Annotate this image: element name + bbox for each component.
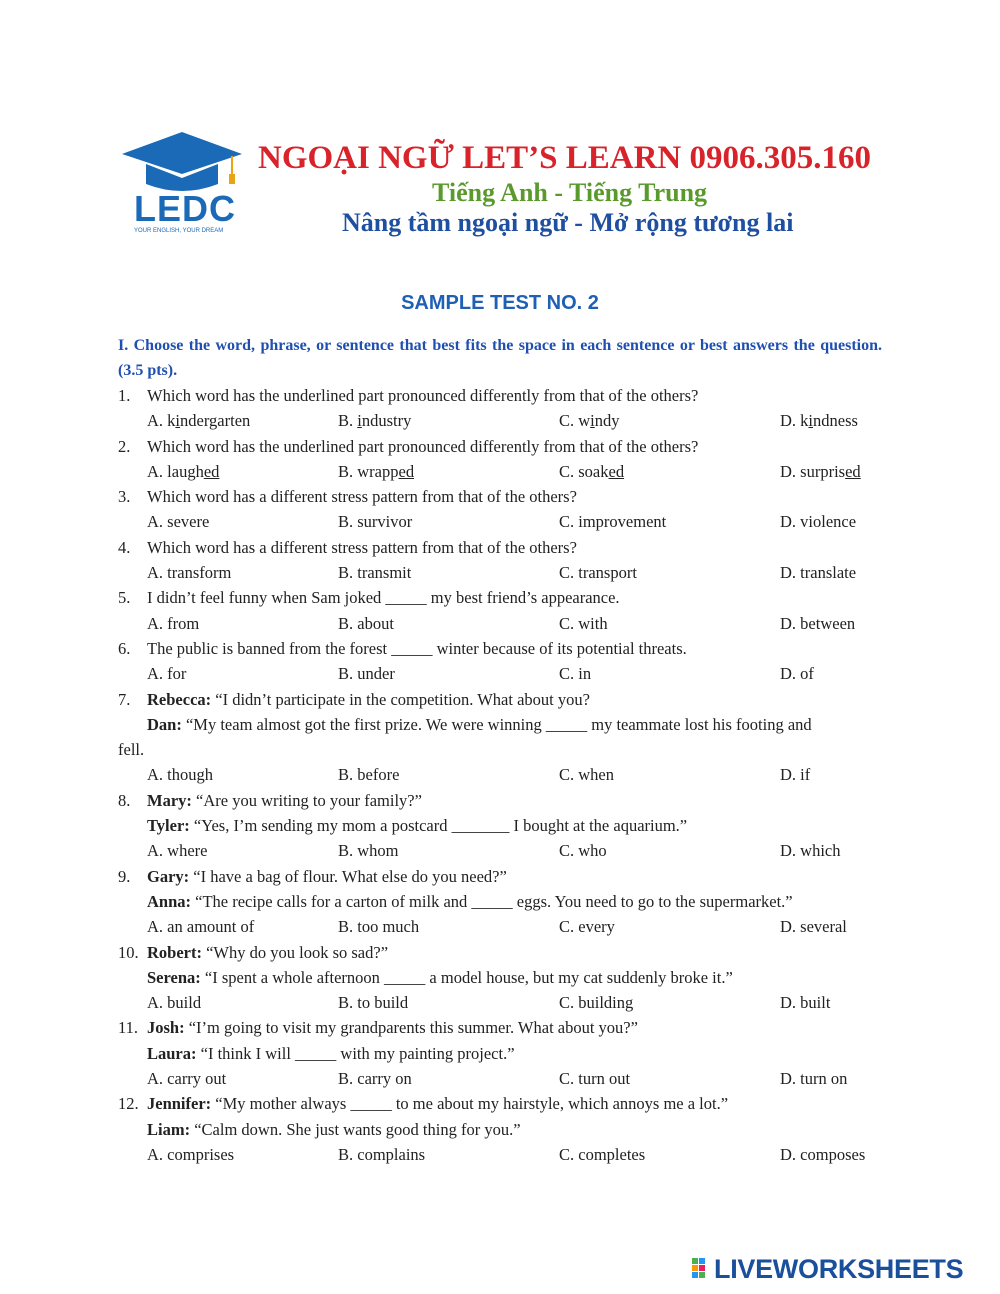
options-row (118, 661, 882, 686)
answer-option[interactable]: C. building (559, 993, 634, 1013)
answer-option[interactable]: B. wrapped (338, 461, 415, 481)
section-instruction: I. Choose the word, phrase, or sentence that best fits the space in each sentence or best answers the question. (3.5 pts). (118, 337, 882, 379)
underlined-part: i (357, 411, 362, 431)
answer-option[interactable]: D. which (780, 841, 841, 861)
options-row (118, 838, 882, 863)
speaker-name: Tyler: (147, 816, 190, 836)
answer-option[interactable]: B. survivor (338, 512, 413, 532)
question-number: 12. (118, 1094, 139, 1114)
answer-option[interactable]: A. though (147, 765, 213, 785)
answer-option[interactable]: B. about (338, 613, 394, 633)
underlined-part: ed (608, 461, 625, 481)
question-list (118, 383, 882, 1167)
answer-option[interactable]: A. comprises (147, 1144, 235, 1164)
options-row (118, 1066, 882, 1091)
answer-option[interactable]: D. between (780, 613, 856, 633)
question-number: 8. (118, 790, 131, 810)
options-row (118, 990, 882, 1015)
question-number: 1. (118, 386, 131, 405)
answer-option[interactable]: A. kindergarten (147, 411, 251, 431)
answer-option[interactable]: B. to build (338, 993, 409, 1013)
answer-option[interactable]: C. every (559, 917, 615, 937)
question-5 (118, 585, 882, 610)
speaker-name: Gary: (147, 866, 190, 886)
brand-slogan: Nâng tầm ngoại ngữ - Mở rộng tương lai (342, 208, 794, 237)
speaker-name: Mary: (147, 790, 192, 810)
answer-option[interactable]: B. too much (338, 917, 420, 937)
answer-option[interactable]: A. where (147, 841, 208, 861)
answer-option[interactable]: C. who (559, 841, 607, 861)
answer-option[interactable]: D. kindness (780, 411, 858, 431)
question-dialogue-line (147, 1041, 515, 1066)
answer-option[interactable]: D. composes (780, 1144, 866, 1164)
dialogue-text: “My mother always _____ to me about my hairstyle, which annoys me a lot.” (211, 1094, 729, 1114)
question-number: 4. (118, 537, 131, 557)
question-11 (118, 1015, 882, 1040)
answer-option[interactable]: C. when (559, 765, 614, 785)
dialogue-text: “Yes, I’m sending my mom a postcard _______ I bought at the aquarium.” (189, 816, 688, 836)
speaker-name: Serena: (147, 967, 201, 987)
question-dialogue-line (147, 687, 590, 712)
speaker-name: Laura: (147, 1043, 197, 1063)
question-dialogue-reply (118, 813, 882, 838)
options-row (118, 459, 882, 484)
question-dialogue-line (147, 1091, 728, 1116)
answer-option[interactable]: D. several (780, 917, 847, 937)
answer-option[interactable]: D. built (780, 993, 831, 1013)
speaker-name: Josh: (147, 1018, 185, 1038)
options-row (118, 914, 882, 939)
options-row (118, 1142, 882, 1167)
dialogue-text: “I think I will _____ with my painting project.” (196, 1043, 515, 1063)
answer-option[interactable]: A. laughed (147, 461, 220, 481)
underlined-part: ed (845, 461, 861, 481)
question-number: 3. (118, 487, 131, 507)
answer-option[interactable]: A. carry out (147, 1069, 227, 1089)
question-number: 6. (118, 638, 131, 658)
question-dialogue-reply (118, 712, 882, 737)
underlined-part: ed (398, 461, 415, 481)
underlined-part: ed (203, 461, 220, 481)
question-number: 5. (118, 588, 131, 608)
question-text: The public is banned from the forest _____ winter because of its potential threats. (147, 638, 687, 658)
answer-option[interactable]: A. build (147, 993, 202, 1013)
answer-option[interactable]: C. transport (559, 563, 637, 583)
options-row (118, 509, 882, 534)
header (120, 128, 900, 248)
answer-option[interactable]: C. completes (559, 1144, 646, 1164)
dialogue-text: “My team almost got the first prize. We were winning _____ my teammate lost his footing and (181, 714, 812, 734)
question-dialogue-line (147, 712, 812, 737)
answer-option[interactable]: D. surprised (780, 461, 861, 481)
dialogue-text: “The recipe calls for a carton of milk and _____ eggs. You need to go to the supermarket.” (191, 891, 793, 911)
answer-option[interactable]: D. violence (780, 512, 857, 532)
speaker-name: Robert: (147, 942, 202, 962)
answer-option[interactable]: A. for (147, 664, 187, 684)
answer-option[interactable]: D. if (780, 765, 811, 785)
options-row (118, 408, 882, 433)
question-text: Which word has the underlined part pronounced differently from that of the others? (147, 436, 699, 456)
question-1 (118, 383, 882, 408)
question-7 (118, 687, 882, 712)
question-number: 10. (118, 942, 139, 962)
answer-option[interactable]: B. complains (338, 1144, 426, 1164)
liveworksheets-logo-icon (692, 1258, 714, 1282)
speaker-name: Anna: (147, 891, 192, 911)
question-dialogue-reply (118, 1041, 882, 1066)
answer-option[interactable]: C. improvement (559, 512, 667, 532)
question-text: I didn’t feel funny when Sam joked _____ my best friend’s appearance. (147, 588, 620, 608)
question-dialogue-line (147, 940, 388, 965)
dialogue-text: fell. (118, 740, 145, 760)
question-dialogue-line (147, 864, 507, 889)
question-9 (118, 864, 882, 889)
question-number: 11. (118, 1018, 139, 1038)
dialogue-text: “I spent a whole afternoon _____ a model house, but my cat suddenly broke it.” (200, 967, 733, 987)
answer-option[interactable]: A. an amount of (147, 917, 255, 937)
answer-option[interactable]: C. with (559, 613, 608, 633)
question-3 (118, 484, 882, 509)
dialogue-text: “Are you writing to your family?” (191, 790, 422, 810)
brand-title: NGOẠI NGỮ LET’S LEARN 0906.305.160 (258, 140, 871, 176)
ledc-logo (120, 128, 245, 238)
answer-option[interactable]: D. of (780, 664, 814, 684)
answer-option[interactable]: A. from (147, 613, 200, 633)
question-12 (118, 1091, 882, 1116)
answer-option[interactable]: C. soaked (559, 461, 625, 481)
logo-text: LEDC (134, 188, 236, 229)
underlined-part: i (808, 411, 814, 431)
question-8 (118, 788, 882, 813)
question-dialogue-reply (118, 889, 882, 914)
question-number: 2. (118, 436, 131, 456)
answer-option[interactable]: C. windy (559, 411, 620, 431)
answer-option[interactable]: A. transform (147, 563, 232, 583)
options-row (118, 762, 882, 787)
dialogue-continuation (118, 737, 882, 762)
answer-option[interactable]: A. severe (147, 512, 210, 532)
question-dialogue-line (147, 788, 422, 813)
question-4 (118, 535, 882, 560)
question-dialogue-line (147, 965, 733, 990)
options-row (118, 560, 882, 585)
question-text: Which word has a different stress pattern from that of the others? (147, 537, 577, 557)
answer-option[interactable]: B. under (338, 664, 395, 684)
dialogue-text: “I didn’t participate in the competition. What about you? (211, 689, 590, 709)
question-number: 9. (118, 866, 131, 886)
question-dialogue-line (147, 813, 687, 838)
question-text: Which word has the underlined part pronounced differently from that of the others? (147, 386, 699, 405)
question-10 (118, 940, 882, 965)
answer-option[interactable]: C. turn out (559, 1069, 631, 1089)
dialogue-text: “Calm down. She just wants good thing for you.” (190, 1119, 521, 1139)
dialogue-text: “Why do you look so sad?” (201, 942, 389, 962)
question-dialogue-line (147, 1015, 638, 1040)
logo-tagline: YOUR ENGLISH, YOUR DREAM (134, 228, 224, 234)
dialogue-text: “I have a bag of flour. What else do you need?” (189, 866, 507, 886)
question-dialogue-reply (118, 965, 882, 990)
underlined-part: i (175, 411, 181, 431)
underlined-part: i (590, 411, 595, 431)
speaker-name: Jennifer: (147, 1094, 212, 1114)
options-row (118, 611, 882, 636)
speaker-name: Rebecca: (147, 689, 212, 709)
question-number: 7. (118, 689, 131, 709)
question-text: Which word has a different stress pattern from that of the others? (147, 487, 577, 507)
answer-option[interactable]: B. industry (338, 411, 412, 431)
question-dialogue-line (147, 889, 793, 914)
answer-option[interactable]: C. in (559, 664, 592, 684)
speaker-name: Dan: (147, 714, 182, 734)
question-2 (118, 434, 882, 459)
speaker-name: Liam: (147, 1119, 191, 1139)
test-title: SAMPLE TEST NO. 2 (401, 292, 599, 314)
answer-option[interactable]: B. carry on (338, 1069, 412, 1089)
brand-subtitle-languages: Tiếng Anh - Tiếng Trung (432, 178, 708, 207)
liveworksheets-text: LIVEWORKSHEETS (714, 1254, 964, 1284)
answer-option[interactable]: B. before (338, 765, 400, 785)
question-dialogue-reply (118, 1117, 882, 1142)
question-dialogue-line (147, 1117, 521, 1142)
dialogue-text: “I’m going to visit my grandparents this summer. What about you?” (184, 1018, 638, 1038)
answer-option[interactable]: B. whom (338, 841, 399, 861)
answer-option[interactable]: D. turn on (780, 1069, 848, 1089)
answer-option[interactable]: D. translate (780, 563, 857, 583)
answer-option[interactable]: B. transmit (338, 563, 412, 583)
question-6 (118, 636, 882, 661)
